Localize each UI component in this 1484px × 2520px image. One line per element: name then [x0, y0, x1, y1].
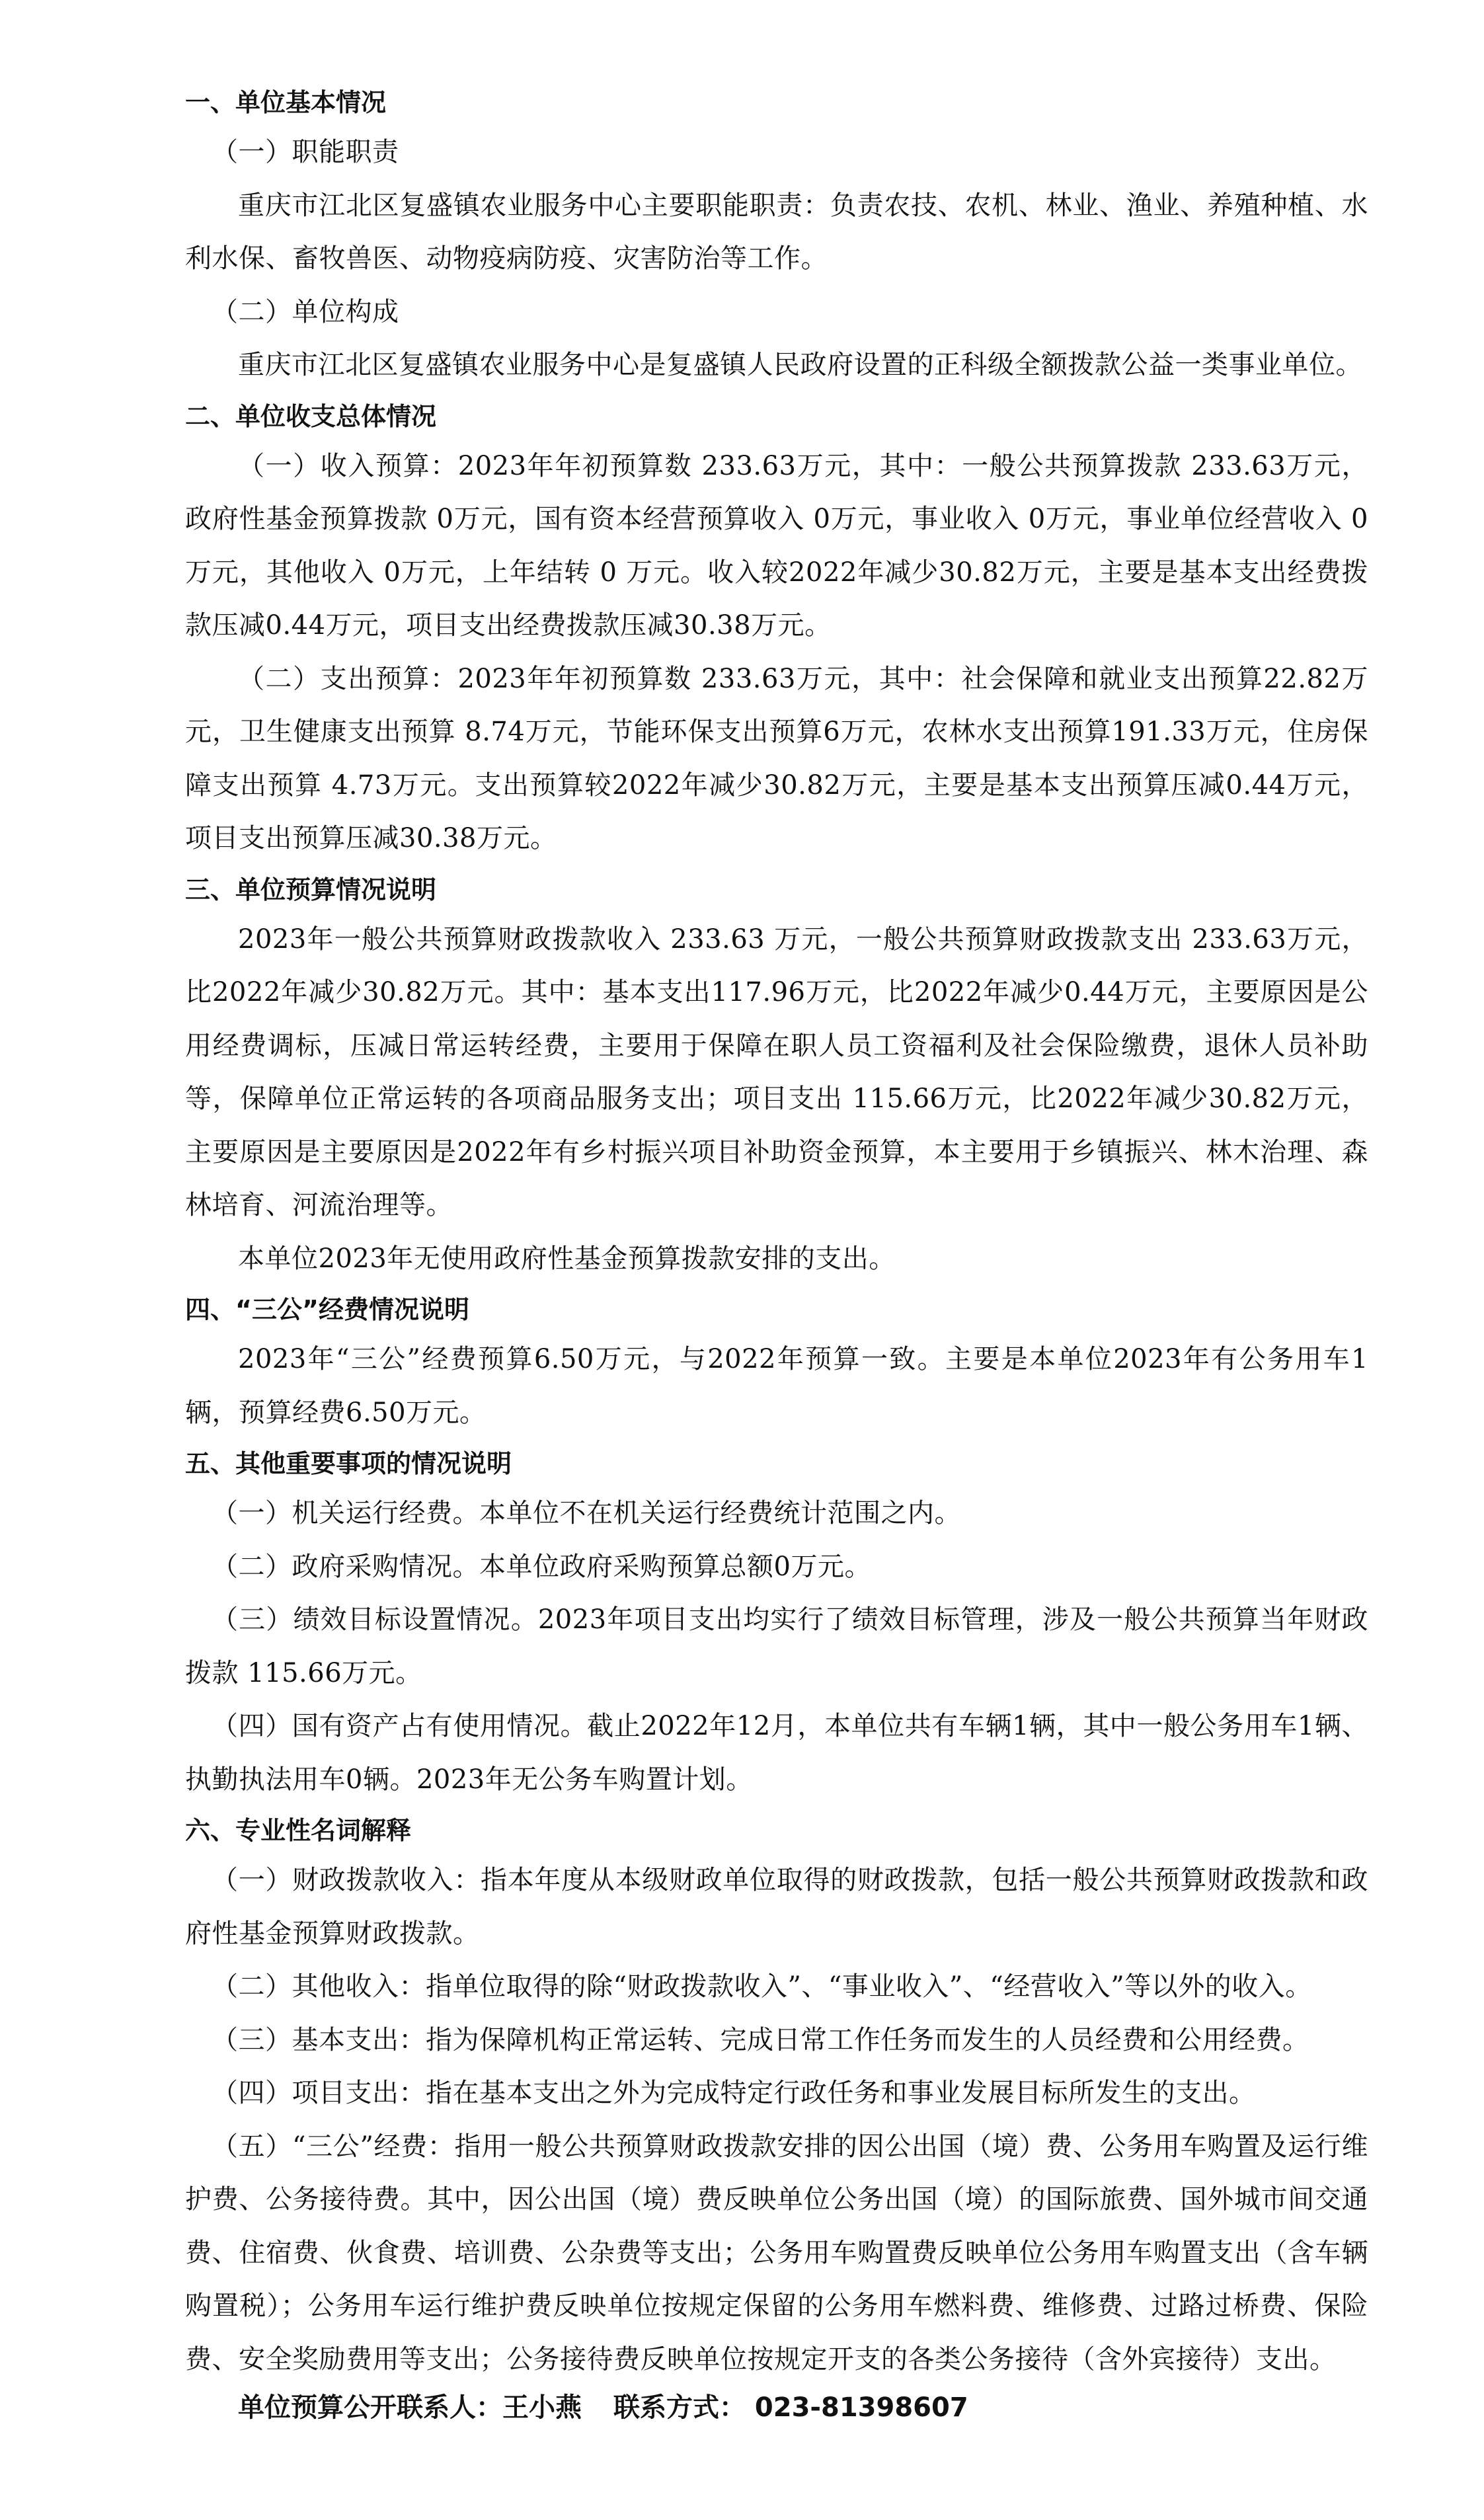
- paragraph: （一）机关运行经费。本单位不在机关运行经费统计范围之内。: [212, 1498, 961, 1528]
- section-glossary: [185, 1806, 1368, 2386]
- glossary-item: （一）财政拨款收入：指本年度从本级财政单位取得的财政拨款，包括一般公共预算财政拨款和政府性基金预算财政拨款。: [185, 1865, 1368, 1949]
- document-page: [185, 78, 1368, 2429]
- section-three-public-expenses: [185, 1285, 1368, 1439]
- section-budget-explanation: [185, 865, 1368, 1286]
- paragraph: 本单位2023年无使用政府性基金预算拨款安排的支出。: [238, 1243, 896, 1274]
- section-other-matters: [185, 1439, 1368, 1806]
- paragraph: （二）政府采购情况。本单位政府采购预算总额0万元。: [212, 1551, 871, 1582]
- section-basic-info: [185, 78, 1368, 392]
- paragraph: 重庆市江北区复盛镇农业服务中心是复盛镇人民政府设置的正科级全额拨款公益一类事业单位。: [238, 350, 1362, 380]
- glossary-item: （三）基本支出：指为保障机构正常运转、完成日常工作任务而发生的人员经费和公用经费。: [212, 2024, 1309, 2055]
- contact-person: 单位预算公开联系人：王小燕: [238, 2392, 582, 2423]
- paragraph: （二）支出预算：2023年年初预算数 233.63万元，其中：社会保障和就业支出预算22.82万元，卫生健康支出预算 8.74万元，节能环保支出预算6万元，农林水支出预算191.33万元，住房保障支出预算 4.73万元。支出预算较2022年减少30.82万元，主要是基本支出预算压减0.44万元，项目支出预算压减30.38万元。: [185, 663, 1368, 853]
- paragraph: 2023年一般公共预算财政拨款收入 233.63 万元，一般公共预算财政拨款支出 233.63万元，比2022年减少30.82万元。其中：基本支出117.96万元，比2022年减少0.44万元，主要原因是公用经费调标，压减日常运转经费，主要用于保障在职人员工资福利及社会保险缴费，退休人员补助等，保障单位正常运转的各项商品服务支出；项目支出 115.66万元，比2022年减少30.82万元，主要原因是主要原因是2022年有乡村振兴项目补助资金预算，本主要用于乡镇振兴、林木治理、森林培育、河流治理等。: [185, 924, 1368, 1220]
- section-heading: 三、单位预算情况说明: [185, 875, 437, 904]
- paragraph: （一）收入预算：2023年年初预算数 233.63万元，其中：一般公共预算拨款 233.63万元，政府性基金预算拨款 0万元，国有资本经营预算收入 0万元，事业收入 0万元，事业单位经营收入 0万元，其他收入 0万元，上年结转 0 万元。收入较2022年减少30.82万元，主要是基本支出经费拨款压减0.44万元，项目支出经费拨款压减30.38万元。: [185, 450, 1368, 641]
- section-heading: 四、“三公”经费情况说明: [185, 1295, 469, 1324]
- glossary-item: （四）项目支出：指在基本支出之外为完成特定行政任务和事业发展目标所发生的支出。: [212, 2078, 1256, 2108]
- paragraph: （四）国有资产占有使用情况。截止2022年12月，本单位共有车辆1辆，其中一般公务用车1辆、执勤执法用车0辆。2023年无公务车购置计划。: [185, 1711, 1368, 1795]
- paragraph: 2023年“三公”经费预算6.50万元，与2022年预算一致。主要是本单位2023年有公务用车1辆，预算经费6.50万元。: [185, 1344, 1368, 1428]
- subheading-functions: （一）职能职责: [212, 137, 399, 167]
- section-heading: 一、单位基本情况: [185, 88, 387, 117]
- section-heading: 五、其他重要事项的情况说明: [185, 1449, 512, 1478]
- paragraph: 重庆市江北区复盛镇农业服务中心主要职能职责：负责农技、农机、林业、渔业、养殖种植、水利水保、畜牧兽医、动物疫病防疫、灾害防治等工作。: [185, 190, 1368, 274]
- glossary-item: （二）其他收入：指单位取得的除“财政拨款收入”、“事业收入”、“经营收入”等以外的收入。: [212, 1971, 1312, 2002]
- paragraph: （三）绩效目标设置情况。2023年项目支出均实行了绩效目标管理，涉及一般公共预算当年财政拨款 115.66万元。: [185, 1604, 1368, 1688]
- section-heading: 二、单位收支总体情况: [185, 401, 437, 431]
- contact-line: [185, 2386, 1368, 2429]
- section-income-expenditure: [185, 392, 1368, 865]
- contact-phone: 联系方式： 023-81398607: [613, 2392, 968, 2423]
- section-heading: 六、专业性名词解释: [185, 1816, 412, 1845]
- glossary-item: （五）“三公”经费：指用一般公共预算财政拨款安排的因公出国（境）费、公务用车购置及运行维护费、公务接待费。其中，因公出国（境）费反映单位公务出国（境）的国际旅费、国外城市间交通费、住宿费、伙食费、培训费、公杂费等支出；公务用车购置费反映单位公务用车购置支出（含车辆购置税）；公务用车运行维护费反映单位按规定保留的公务用车燃料费、维修费、过路过桥费、保险费、安全奖励费用等支出；公务接待费反映单位按规定开支的各类公务接待（含外宾接待）支出。: [185, 2131, 1368, 2375]
- subheading-composition: （二）单位构成: [212, 296, 399, 327]
